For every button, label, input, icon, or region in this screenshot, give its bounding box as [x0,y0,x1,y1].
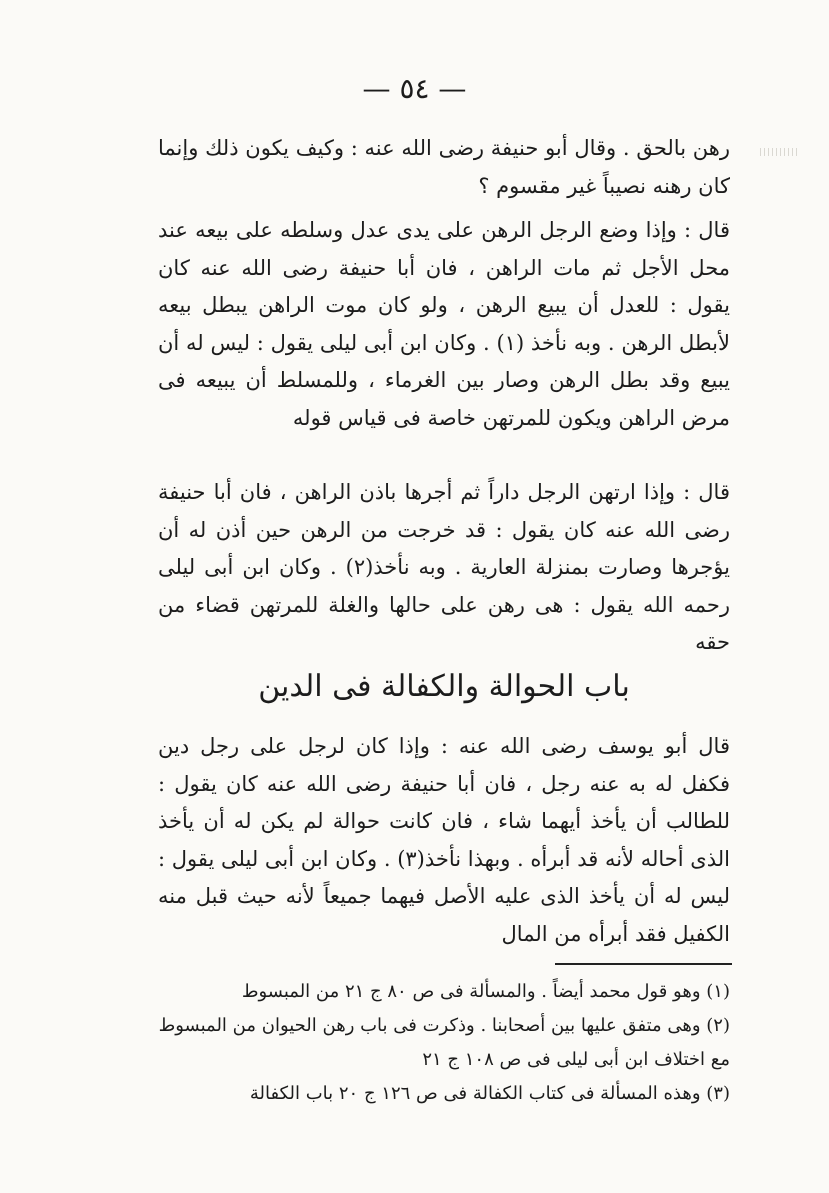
footnotes [158,975,730,1111]
footnote-3: (٣) وهذه المسألة فى كتاب الكفالة فى ص ١٢٦ ج ٢٠ باب الكفالة [249,1083,730,1104]
footnote-1: (١) وهو قول محمد أيضاً . والمسألة فى ص ٨٠ ج ٢١ من المبسوط [241,981,730,1002]
footnote-divider [555,963,732,965]
margin-smudge [760,148,800,156]
section-heading: باب الحوالة والكفالة فى الدين [258,669,630,704]
footnote-2: (٢) وهى متفق عليها بين أصحابنا . وذكرت فى باب رهن الحيوان من المبسوط مع اختلاف ابن أبى ليلى فى ص ١٠٨ ج ٢١ [158,1015,730,1070]
paragraph-hawala-kafala: قال أبو يوسف رضى الله عنه : وإذا كان لرجل على رجل دين فكفل له به عنه رجل ، فان أبا حنيفة رضى الله عنه كان يقول : للطالب أن يأخذ أيهما شاء ، فان كانت حوالة لم يكن له أن يأخذ الذى أحاله لأنه قد أبرأه . وبهذا نأخذ(٣) . وكان ابن أبى ليلى يقول : ليس له أن يأخذ الذى عليه الأصل فيهما جميعاً لأنه حيث قبل منه الكفيل فقد أبرأه من المال [158,734,730,946]
paragraph-rahn-continuation: رهن بالحق . وقال أبو حنيفة رضى الله عنه : وكيف يكون ذلك وإنما كان رهنه نصيباً غير مقسوم ؟ [158,136,730,198]
page-number: — ٥٤ — [362,72,467,105]
paragraph-rented-house: قال : وإذا ارتهن الرجل داراً ثم أجرها باذن الراهن ، فان أبا حنيفة رضى الله عنه كان يقول : قد خرجت من الرهن حين أذن له أن يؤجرها وصارت بمنزلة العارية . وبه نأخذ(٢) . وكان ابن أبى ليلى رحمه الله يقول : هى رهن على حالها والغلة للمرتهن قضاء من حقه [158,480,730,654]
paragraph-adl-sale: قال : وإذا وضع الرجل الرهن على يدى عدل وسلطه على بيعه عند محل الأجل ثم مات الراهن ، فان أبا حنيفة رضى الله عنه كان يقول : للعدل أن يبيع الرهن ، ولو كان موت الراهن يبطل بيعه لأبطل الرهن . وبه نأخذ (١) . وكان ابن أبى ليلى يقول : ليس له أن يبيع وقد بطل الرهن وصار بين الغرماء ، وللمسلط أن يبيعه فى مرض الراهن ويكون للمرتهن خاصة فى قياس قوله [158,218,730,430]
